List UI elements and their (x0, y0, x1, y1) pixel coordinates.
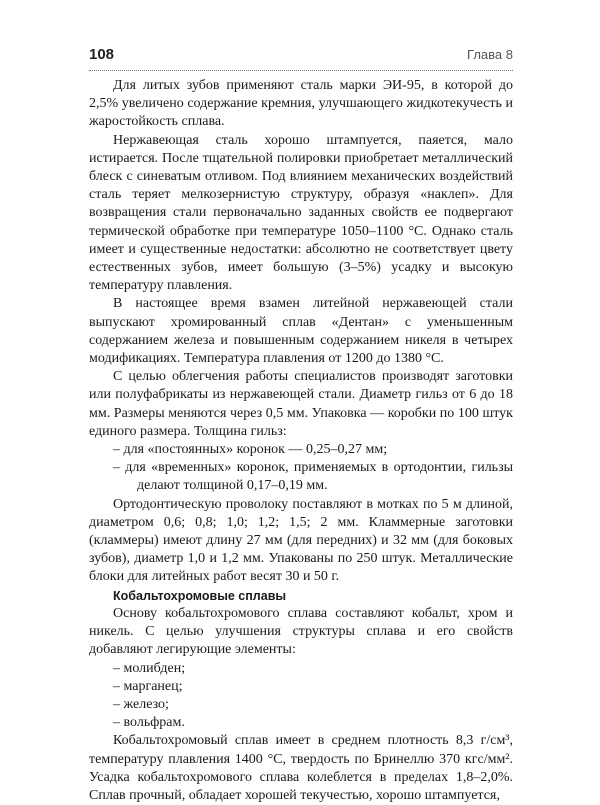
paragraph: Основу кобальтохромового сплава составляют кобальт, хром и никель. С целью улучшения структуры сплава и его свойств добавляют легирующие элементы: (89, 605, 513, 658)
list-item: – для «временных» коронок, применяемых в ортодонтии, гильзы делают толщиной 0,17–0,19 мм. (113, 460, 513, 494)
running-head: Глава 8 (467, 47, 513, 62)
header-divider (89, 70, 513, 71)
list-item: – марганец; (113, 678, 183, 694)
paragraph: Ортодонтическую проволоку поставляют в мотках по 5 м длиной, диаметром 0,6; 0,8; 1,0; 1,2; 1,5; 2 мм. Кламмерные заготовки (кламмеры) имеют длину 27 мм (для передних) и 32 мм (для боковых зубов), диаметр 1,0 и 1,2 мм. Упакованы по 250 штук. Металлические блоки для литейных работ весят 30 и 50 г. (89, 496, 513, 585)
paragraph: Кобальтохромовый сплав имеет в среднем плотность 8,3 г/см³, температуру плавления 1400 °С, твердость по Бринеллю 370 кгс/мм². Усадка кобальтохромового сплава колеблется в пределах 1,8–2,0%. Сплав прочный, обладает хорошей текучестью, хорошо штампуется, (89, 733, 513, 803)
list-item: – железо; (113, 696, 169, 712)
page-body (89, 77, 513, 805)
page-header (89, 46, 513, 68)
section-heading: Кобальтохромовые сплавы (113, 588, 287, 603)
paragraph: Нержавеющая сталь хорошо штампуется, паяется, мало истирается. После тщательной полировки приобретает металлический блеск с синеватым отливом. Под влиянием механических воздействий сталь теряет мелкозернистую структуру, образуя «наклеп». Для возвращения стали первоначально заданных свойств ее подвергают термической обработке при температуре 1050–1100 °С. Однако сталь имеет и существенные недостатки: абсолютно не соответствует цвету естественных зубов, имеет большую (3–5%) усадку и высокую температуру плавления. (89, 132, 513, 294)
list-item: – вольфрам. (113, 715, 185, 731)
paragraph: Для литых зубов применяют сталь марки ЭИ-95, в которой до 2,5% увеличено содержание кремния, улучшающего жидкотекучесть и жаростойкость сплава. (89, 78, 513, 130)
paragraph: В настоящее время взамен литейной нержавеющей стали выпускают хромированный сплав «Дентан» с уменьшенным содержанием железа и повышенным содержанием никеля в четырех модификациях. Температура плавления от 1200 до 1380 °С. (89, 296, 513, 367)
list-item: – молибден; (113, 660, 186, 676)
page-number: 108 (89, 46, 115, 63)
list-item: – для «постоянных» коронок — 0,25–0,27 мм; (113, 442, 388, 458)
paragraph: С целью облегчения работы специалистов производят заготовки или полуфабрикаты из нержавеющей стали. Диаметр гильз от 6 до 18 мм. Размеры меняются через 0,5 мм. Упаковка — коробки по 100 штук единого размера. Толщина гильз: (89, 369, 513, 439)
